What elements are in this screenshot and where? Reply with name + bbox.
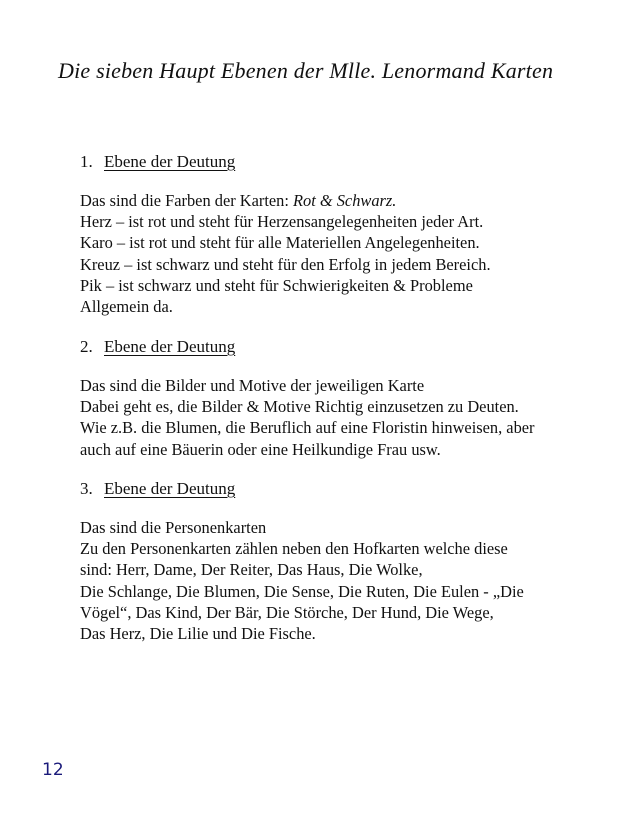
- body-line: [80, 517, 524, 538]
- body-line: [80, 439, 535, 460]
- section-body: [80, 375, 535, 460]
- body-line: [80, 254, 491, 275]
- section-heading-text: Ebene der Deutung: [104, 337, 236, 356]
- section-heading: [80, 337, 535, 359]
- section-2: [80, 337, 535, 460]
- section-body: [80, 190, 491, 317]
- line-text: Zu den Personenkarten zählen neben den Hofkarten welche diese: [80, 539, 508, 559]
- section-body: [80, 517, 524, 644]
- line-text: Vögel“, Das Kind, Der Bär, Die Störche, Der Hund, Die Wege,: [80, 602, 494, 622]
- line-text: Dabei geht es, die Bilder & Motive Richtig einzusetzen zu Deuten.: [80, 397, 519, 417]
- section-number: 1.: [80, 152, 93, 171]
- line-text: Kreuz – ist schwarz und steht für den Erfolg in jedem Bereich.: [80, 254, 491, 274]
- line-text: sind: Herr, Dame, Der Reiter, Das Haus, Die Wolke,: [80, 560, 423, 580]
- body-line: [80, 232, 491, 253]
- line-text: Das sind die Farben der Karten:: [80, 191, 294, 210]
- body-line: [80, 581, 524, 602]
- body-line: [80, 559, 524, 580]
- body-line: [80, 623, 524, 644]
- page-title: Die sieben Haupt Ebenen der Mlle. Lenormand Karten: [58, 58, 554, 83]
- body-line: [80, 396, 535, 417]
- body-line: [80, 417, 535, 438]
- section-heading: [80, 152, 491, 174]
- body-line: [80, 375, 535, 396]
- body-line: [80, 602, 524, 623]
- body-line: [80, 275, 491, 296]
- line-text: Das sind die Personenkarten: [80, 518, 267, 537]
- line-text: Die Schlange, Die Blumen, Die Sense, Die Ruten, Die Eulen - „Die: [80, 581, 524, 601]
- line-text: Herz – ist rot und steht für Herzensangelegenheiten jeder Art.: [80, 212, 484, 232]
- emphasis-text: Rot & Schwarz.: [293, 191, 397, 210]
- section-1: [80, 152, 491, 317]
- body-line: [80, 211, 491, 232]
- section-3: [80, 479, 524, 644]
- line-text: Das Herz, Die Lilie und Die Fische.: [80, 624, 316, 644]
- body-line: [80, 538, 524, 559]
- section-number: 3.: [80, 479, 93, 498]
- section-heading: [80, 479, 524, 501]
- line-text: auch auf eine Bäuerin oder eine Heilkundige Frau usw.: [80, 439, 441, 459]
- line-text: Karo – ist rot und steht für alle Materiellen Angelegenheiten.: [80, 233, 480, 253]
- section-number: 2.: [80, 337, 93, 356]
- body-line: [80, 190, 491, 211]
- section-heading-text: Ebene der Deutung: [104, 479, 236, 498]
- line-text: Pik – ist schwarz und steht für Schwierigkeiten & Probleme: [80, 275, 473, 295]
- line-text: Allgemein da.: [80, 297, 173, 317]
- line-text: Das sind die Bilder und Motive der jeweiligen Karte: [80, 376, 425, 395]
- page-number: 12: [42, 760, 64, 780]
- body-line: [80, 296, 491, 317]
- section-heading-text: Ebene der Deutung: [104, 152, 236, 171]
- line-text: Wie z.B. die Blumen, die Beruflich auf eine Floristin hinweisen, aber: [80, 418, 535, 438]
